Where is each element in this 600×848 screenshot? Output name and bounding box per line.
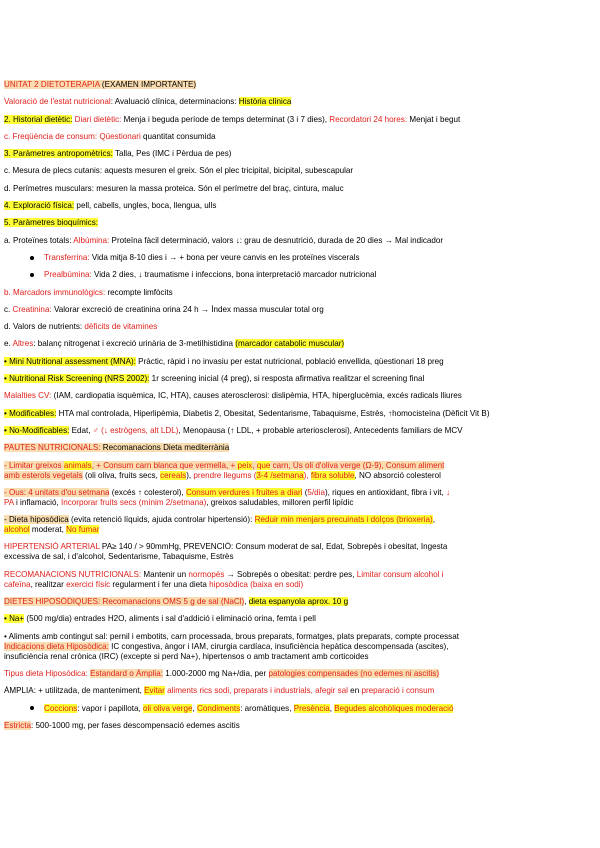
text-segment: PA≥ 140 / > 90mmHg, PREVENCIÓ: Consum moderat de sal, Edat, Sobrepès i obesitat, Ingesta — [99, 542, 448, 552]
text-segment: (evita retenció líquids, ajuda controlar hipertensió): — [68, 515, 255, 525]
text-line — [4, 184, 596, 194]
text-segment: d. Valors de nutrients: — [4, 322, 85, 332]
text-segment: animals — [63, 460, 92, 470]
text-segment: ÀMPLIA: + utilitzada, de manteniment, — [4, 686, 145, 696]
bullet-icon — [30, 706, 34, 710]
text-line — [4, 166, 596, 176]
text-row — [4, 471, 596, 481]
text-segment: cafeïna — [4, 579, 31, 589]
text-segment: moderat, — [29, 525, 67, 535]
text-segment: No fumar — [66, 525, 100, 535]
text-segment: preparació i consum — [361, 686, 435, 696]
text-segment: dèficits de vitamines — [84, 322, 158, 332]
text-segment: Altres — [12, 339, 34, 349]
text-segment: cereals — [160, 470, 187, 480]
text-segment: Valorar excreció de creatinina orina 24 h → Índex massa muscular total org — [51, 304, 324, 314]
text-segment: Begudes alcohòliques moderació — [334, 703, 454, 713]
text-line — [4, 426, 596, 436]
text-row — [4, 642, 596, 652]
text-segment: Recomanacions OMS 5 g de sal (NaCl) — [100, 597, 245, 607]
text-line — [4, 443, 596, 453]
text-row — [4, 580, 596, 590]
text-segment: ), — [186, 470, 194, 480]
text-segment: : 500-1000 mg, per fases descompensació edemes ascitis — [31, 720, 240, 730]
text-segment: - Limitar greixos — [4, 460, 64, 470]
text-segment: 4. Exploració física: — [4, 201, 75, 211]
text-segment: Recomanacions Dieta mediterrània — [100, 443, 230, 453]
text-row — [4, 515, 596, 525]
text-segment: Talla, Pes (IMC i Pèrdua de pes) — [112, 149, 232, 159]
text-segment: 2. Historial dietètic: — [4, 114, 73, 124]
text-segment: Coccions — [44, 703, 78, 713]
text-segment: quantitat consumida — [140, 131, 216, 141]
text-segment: Prealbúmina: — [44, 270, 92, 280]
text-row — [4, 461, 596, 471]
text-segment: Limitar consum alcohol i — [356, 569, 444, 579]
text-segment: Estricta — [4, 720, 31, 730]
text-segment: exercici físic — [66, 579, 111, 589]
text-line — [4, 721, 596, 731]
text-segment: e. — [4, 339, 13, 349]
text-segment: i inflamació, — [13, 497, 61, 507]
text-segment: , — [192, 703, 197, 713]
text-segment: c. Mesura de plecs cutanis: aquests mesuren el greix. Són el plec tricipital, bicipital, subescapular — [4, 166, 354, 176]
text-segment: Mantenir un — [141, 569, 189, 579]
bullet-icon — [30, 256, 34, 260]
text-segment: (500 mg/dia) entrades H2O, aliments i sal d'addició i eliminació orina, femta i pell — [24, 614, 316, 624]
text-segment: Diari dietètic: — [74, 114, 122, 124]
text-segment: HTA mal controlada, Hiperlipèmia, Diabetis 2, Obesitat, Sedentarisme, Tabaquisme, Estrès, ↑homocisteïna (Dèficit Vit B) — [56, 408, 490, 418]
text-segment: PAUTES NUTRICIONALS: — [4, 443, 101, 453]
text-segment: • Mini Nutritional assessment (MNA): — [4, 356, 136, 366]
text-row — [4, 542, 596, 552]
text-segment: , — [329, 703, 335, 713]
text-segment: - Ous: 4 unitats d'ou setmana — [4, 487, 110, 497]
text-segment: Condiments — [196, 703, 241, 713]
text-line — [4, 461, 596, 481]
text-segment: oli oliva verge — [142, 703, 193, 713]
text-line — [4, 236, 596, 246]
text-line — [4, 542, 596, 562]
text-segment: Estandard o Àmplia: — [90, 668, 163, 678]
text-segment: , greixos saludables, milloren perfil lipídic — [206, 497, 354, 507]
text-segment: Tipus dieta Hiposòdica: — [4, 668, 88, 678]
text-row — [4, 570, 596, 580]
text-segment: , — [252, 460, 257, 470]
text-segment: a. Proteïnes totals: — [4, 235, 74, 245]
text-segment: Incorporar fruits secs (mínim 2/setmana) — [60, 497, 207, 507]
text-segment: Valoració de l'estat nutricional — [4, 97, 111, 107]
text-segment: b. Marcadors immunològics: — [4, 287, 106, 297]
text-line — [4, 614, 596, 624]
text-segment: patologies compensades (no edemes ni ascitis) — [268, 668, 440, 678]
text-segment: - Dieta hiposòdica — [4, 515, 69, 525]
text-segment: Recordatori 24 hores: — [329, 114, 408, 124]
bullet-icon — [30, 273, 34, 277]
text-segment: Pràctic, ràpid i no invasiu per estat nutricional, població envellida, qüestionari 18 preg — [135, 356, 444, 366]
text-line — [4, 515, 596, 535]
text-segment: Menjat i begut — [407, 114, 461, 124]
text-segment: → Sobrepès o obesitat: perdre pes, — [224, 569, 357, 579]
text-line — [4, 288, 596, 298]
text-segment: c. — [4, 304, 13, 314]
text-segment: , Menopausa (↑ LDL, + probable arteriosclerosi), Antecedents familiars de MCV — [178, 425, 463, 435]
text-segment: Indicacions dieta Hiposòdica: — [4, 641, 109, 651]
text-segment: , — [244, 597, 249, 607]
text-segment: , — [432, 515, 435, 525]
text-row — [4, 652, 596, 662]
text-segment: recompte limfòcits — [105, 287, 173, 297]
text-line — [4, 339, 596, 349]
text-segment: 3. Paràmetres antropomètrics: — [4, 149, 113, 159]
text-segment: regularment i fer una dieta — [110, 579, 210, 589]
text-segment: en — [347, 686, 362, 696]
text-line — [4, 305, 596, 315]
text-segment: UNITAT 2 DIETOTERAPIA — [4, 80, 100, 89]
text-line — [4, 270, 596, 280]
text-line — [4, 704, 596, 714]
text-segment: DIETES HIPOSÒDIQUES: — [4, 597, 101, 607]
text-segment: d. Perímetres musculars: mesuren la massa proteica. Són el perímetre del braç, cintura, maluc — [4, 183, 344, 193]
text-line — [4, 322, 596, 332]
text-segment: RECOMANACIONS NUTRICIONALS: — [4, 569, 142, 579]
text-segment: (oli oliva, fruits secs, — [82, 470, 161, 480]
text-segment: (IAM, cardiopatia isquèmica, IC, HTA), causes aterosclerosi: dislipèmia, HTA, hiperglucèmia, excés radicals lliures — [51, 391, 462, 401]
text-line — [4, 132, 596, 142]
text-segment: IC congestiva, àngor i IAM, cirurgia cardíaca, insuficiència hepàtica descompensada (ascites), — [108, 641, 449, 651]
text-segment: , realitzar — [30, 579, 67, 589]
text-line — [4, 218, 596, 228]
text-segment: aliments rics sodi, preparats i industrials, afegir sal — [167, 686, 348, 696]
text-segment: : aromàtiques, — [240, 703, 294, 713]
text-segment: Vida 2 dies, ↓ traumatisme i infeccions, bona interpretació marcador nutricional — [91, 270, 377, 280]
text-line — [4, 115, 596, 125]
text-segment: normopès — [188, 569, 225, 579]
text-segment: pell, cabells, ungles, boca, llengua, ulls — [74, 201, 217, 211]
text-segment: ), riques en antioxidant, fibra i vit, — [324, 487, 446, 497]
text-segment: excessiva de sal, i d'alcohol, Sedentarisme, Tabaquisme, Estrès — [4, 552, 234, 562]
text-segment: ♂ (↓ estrògens, alt LDL) — [92, 425, 179, 435]
text-segment: amb esterols vegetals — [4, 470, 83, 480]
text-segment: ), — [303, 470, 311, 480]
text-line — [4, 669, 596, 679]
text-segment: 5. Paràmetres bioquímics: — [4, 218, 99, 228]
text-segment: • No-Modificables: — [4, 425, 70, 435]
text-segment: : Avaluació clínica, determinacions: — [110, 97, 239, 107]
text-segment: 1.000-2000 mg Na+/dia, per — [162, 668, 269, 678]
notes-content — [4, 80, 596, 738]
text-segment: peix — [237, 460, 253, 470]
text-line — [4, 201, 596, 211]
text-segment: prendre llegums ( — [193, 470, 257, 480]
text-line — [4, 570, 596, 590]
text-segment: : balanç nitrogenat i excreció urinària de 3-metilhistidina — [33, 339, 236, 349]
text-segment: Evitar — [144, 686, 165, 696]
text-segment: 5/dia — [307, 487, 325, 497]
text-line — [4, 686, 596, 696]
text-segment: (excés ↑ colesterol), — [109, 487, 186, 497]
text-row — [4, 552, 596, 562]
text-segment: , + Consum carn blanca que vermella, + — [91, 460, 238, 470]
text-line — [4, 374, 596, 384]
text-segment: • Modificables: — [4, 408, 57, 418]
text-segment: Proteïna fàcil determinació, valors ↓: grau de desnutrició, durada de 20 dies → Mal indicador — [109, 235, 444, 245]
text-line — [4, 488, 596, 508]
text-line — [4, 391, 596, 401]
text-line — [4, 357, 596, 367]
text-segment: Consum verdures i fruites a diari — [185, 487, 303, 497]
text-segment: • Aliments amb contingut sal: pernil i embotits, carn processada, brous preparats, formatges, plats preparats, compte processat — [4, 631, 459, 641]
text-segment: Menja i beguda període de temps determinat (3 i 7 dies), — [121, 114, 330, 124]
text-segment: , NO absorció colesterol — [354, 470, 441, 480]
text-segment: dieta espanyola aprox. 10 g — [248, 597, 349, 607]
text-segment: (EXAMEN IMPORTANTE) — [99, 80, 197, 89]
text-segment: • Nutritional Risk Screening (NRS 2002): — [4, 374, 150, 384]
text-segment: (marcador catabolic muscular) — [235, 339, 345, 349]
text-segment: 1r screening inicial (4 preg), si resposta afirmativa realitzar el screening final — [149, 374, 425, 384]
text-segment: c. Freqüència de consum: Qüestionari — [4, 131, 141, 141]
text-segment: Edat, — [69, 425, 93, 435]
text-segment: insuficiència renal crònica (IRC) (excepte si perd Na+), hipertensos o amb tractament amb corticoides — [4, 651, 369, 661]
text-line — [4, 253, 596, 263]
text-row — [4, 488, 596, 498]
text-segment: alcohol — [4, 525, 30, 535]
text-line — [4, 597, 596, 607]
text-line — [4, 97, 596, 107]
text-segment: : vapor i papillota, — [77, 703, 143, 713]
text-segment: hiposòdica (baixa en sodi) — [209, 579, 304, 589]
text-line — [4, 149, 596, 159]
text-segment: Vida mitja 8-10 dies i → + bona per veure canvis en les proteïnes viscerals — [89, 252, 360, 262]
text-segment: que — [256, 460, 271, 470]
text-segment: Història clínica — [238, 97, 292, 107]
text-segment: fibra soluble — [310, 470, 355, 480]
text-segment: 3-4 /setmana — [256, 470, 304, 480]
text-segment: HIPERTENSIÓ ARTERIAL — [4, 542, 100, 552]
text-line — [4, 632, 596, 662]
text-segment: Albúmina: — [73, 235, 110, 245]
text-line — [4, 80, 596, 90]
text-row — [4, 632, 596, 642]
text-segment: Presència — [293, 703, 330, 713]
text-segment: ↓ — [446, 487, 451, 497]
text-line — [4, 409, 596, 419]
text-segment: carn, Ús oli d'oliva verge (Ω-9), Consum aliment — [270, 460, 445, 470]
text-segment: Malalties CV: — [4, 391, 52, 401]
text-segment: • Na+ — [4, 614, 25, 624]
text-segment: Transferrina: — [44, 252, 90, 262]
text-segment: ( — [302, 487, 308, 497]
text-segment: Reduir min menjars precuinats i dolços (brioxeria) — [254, 515, 433, 525]
text-segment: PA — [4, 497, 14, 507]
text-segment: Creatinina: — [12, 304, 52, 314]
text-row — [4, 498, 596, 508]
text-row — [4, 525, 596, 535]
